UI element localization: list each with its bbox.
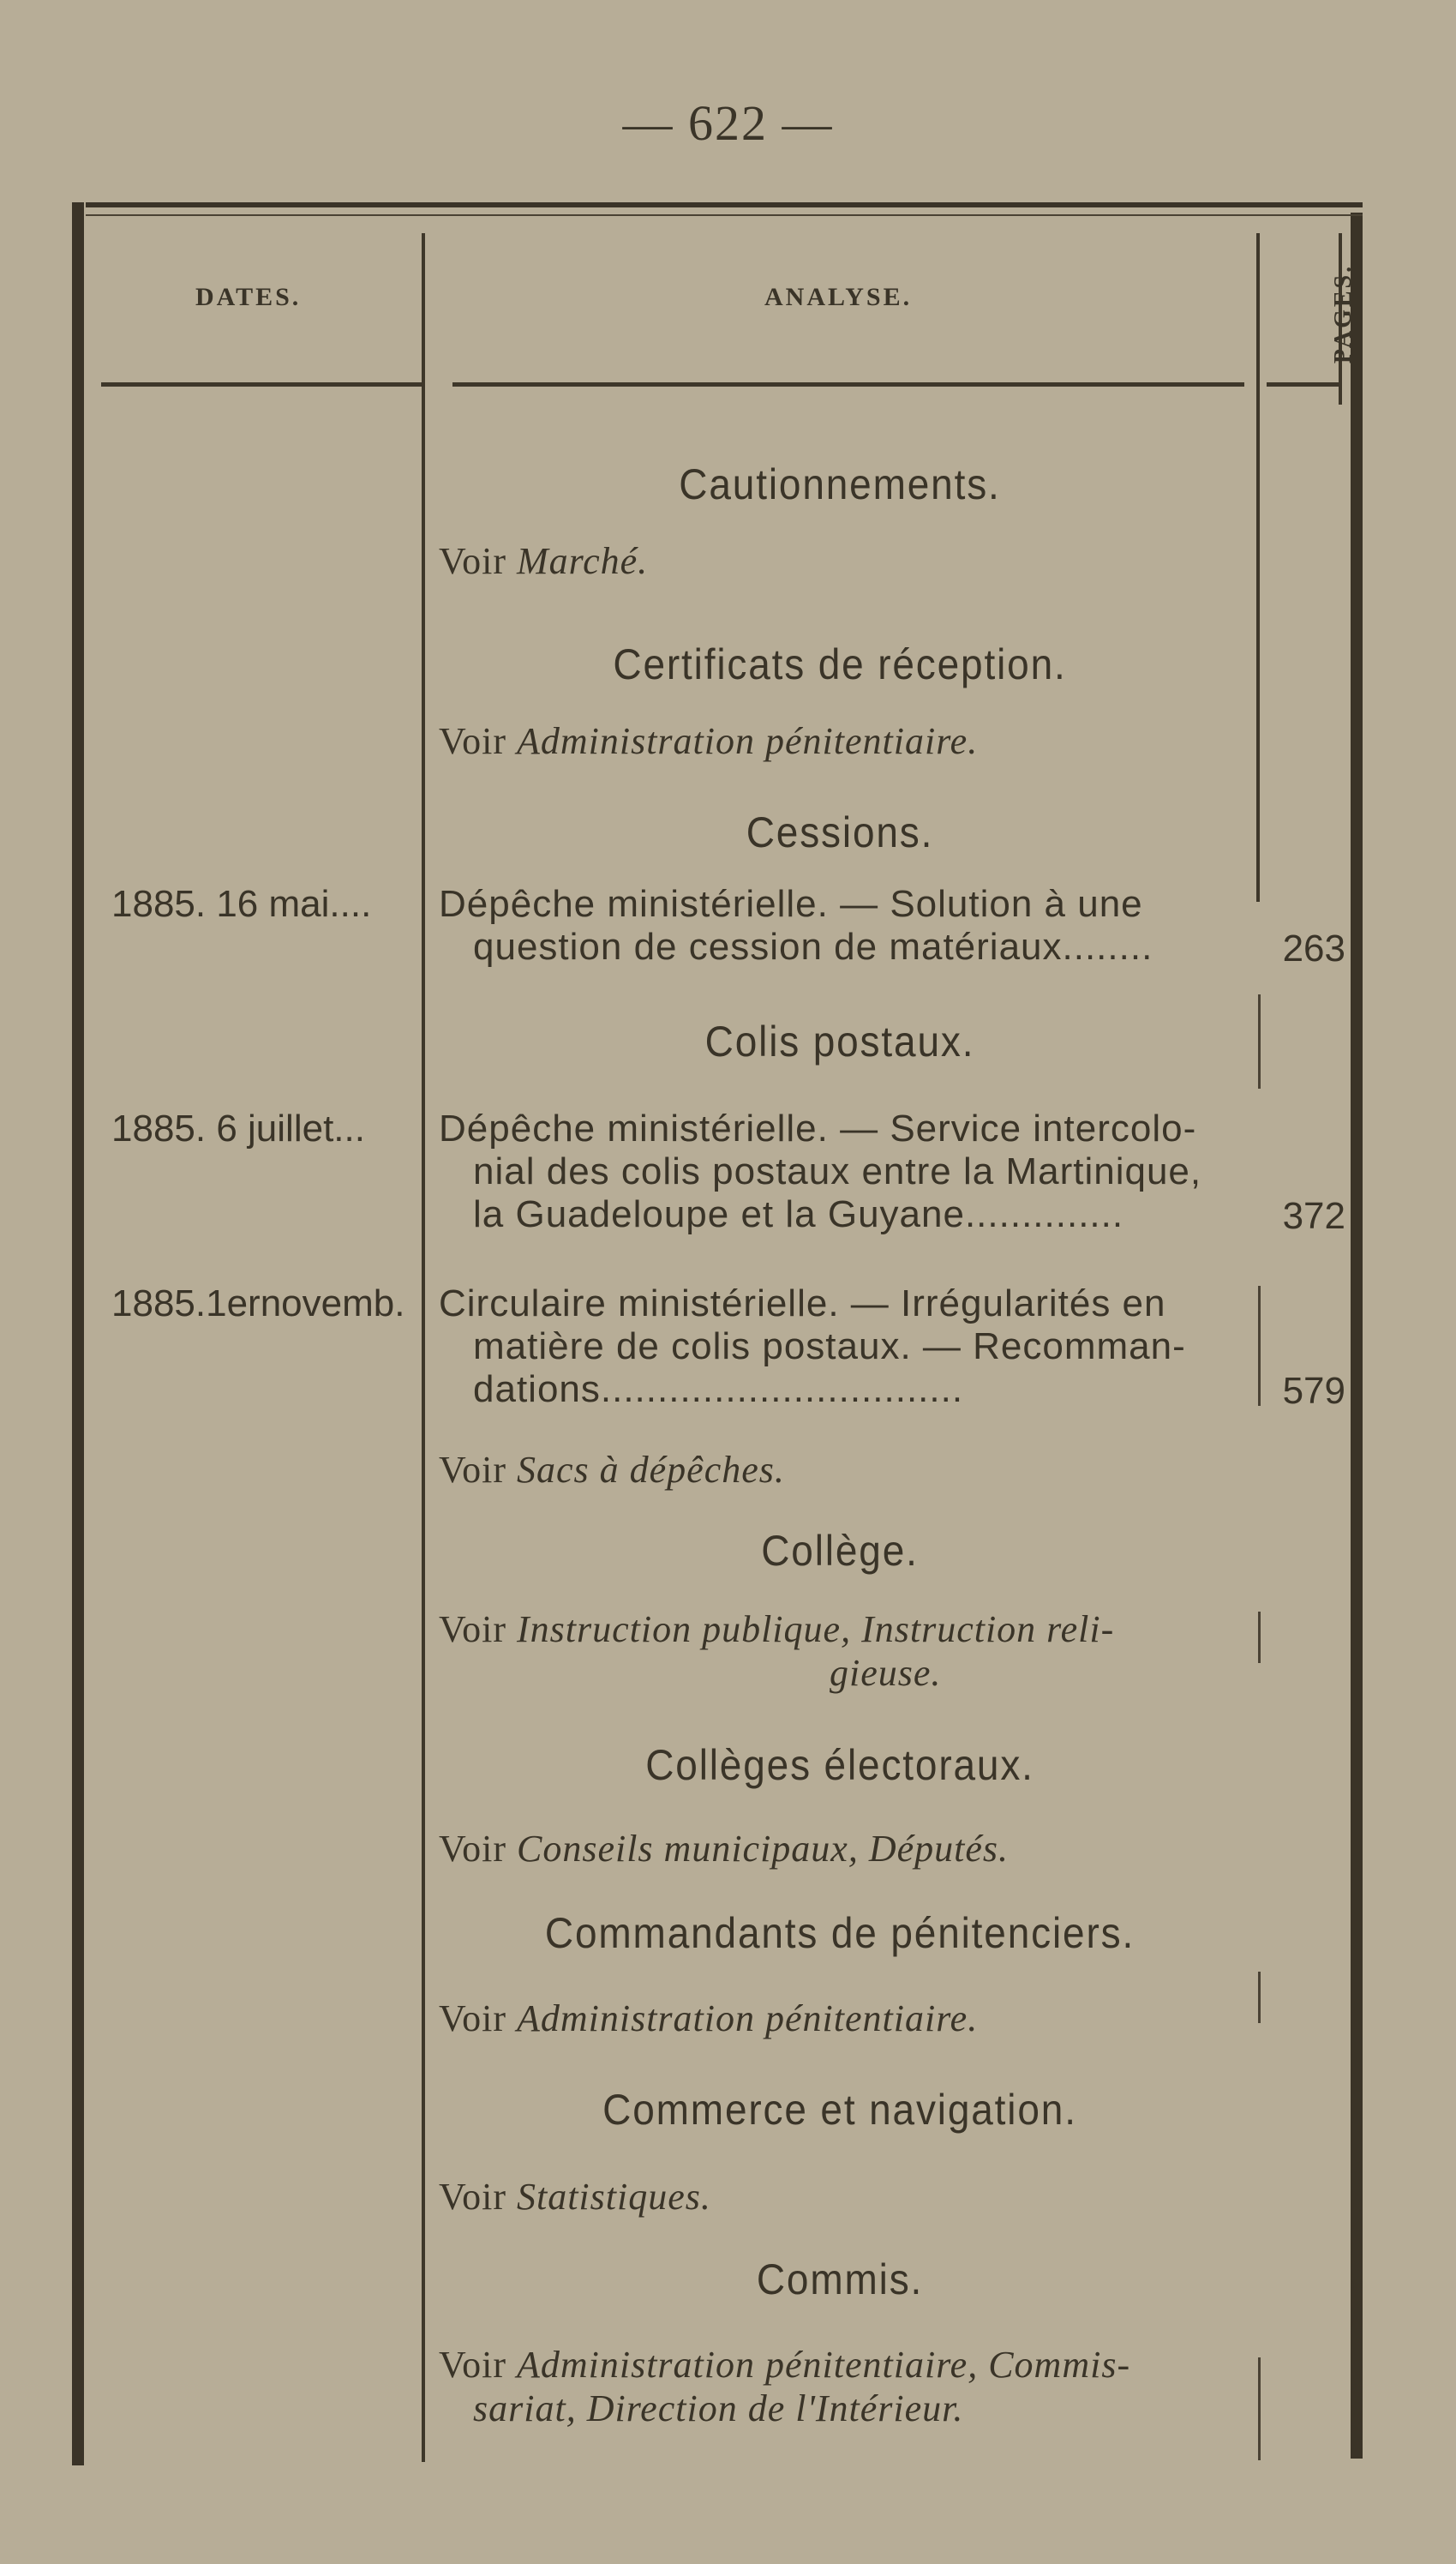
column-rule-dates xyxy=(422,233,425,2462)
header-analyse: ANALYSE. xyxy=(764,283,913,311)
entry-text xyxy=(439,1108,1253,1236)
table-frame-top xyxy=(86,202,1363,207)
page-number: — 622 — xyxy=(622,95,834,151)
column-rule-analyse-lower5 xyxy=(1258,2357,1261,2460)
column-rule-analyse-lower3 xyxy=(1258,1612,1261,1663)
see-target: Sacs à dépêches. xyxy=(516,1449,785,1491)
section-heading: Cautionnements. xyxy=(679,460,1001,508)
see-target: Instruction publique, Instruction reli- xyxy=(516,1608,1115,1650)
see-target: Conseils municipaux, Députés. xyxy=(516,1828,1010,1870)
entry-line: matière de colis postaux. — Recomman- xyxy=(473,1325,1186,1367)
header-pages: PAGES. xyxy=(1330,263,1357,364)
entry-line: la Guadeloupe et la Guyane.............. xyxy=(473,1193,1124,1235)
column-rule-analyse-lower xyxy=(1258,994,1261,1089)
see-prefix: Voir xyxy=(439,720,506,762)
table-frame-right xyxy=(1351,213,1363,2459)
see-prefix: Voir xyxy=(439,1449,506,1491)
section-heading: Certificats de réception. xyxy=(613,640,1067,688)
header-dates: DATES. xyxy=(195,283,302,311)
see-reference xyxy=(439,1608,1253,1651)
see-reference xyxy=(439,2176,1253,2219)
see-prefix: Voir xyxy=(439,2176,506,2218)
section-heading: Collèges électoraux. xyxy=(645,1741,1034,1789)
see-prefix: Voir xyxy=(439,540,506,582)
see-reference xyxy=(439,2344,1253,2387)
header-rule-analyse xyxy=(452,382,1244,387)
entry-line: Circulaire ministérielle. — Irrégularités en xyxy=(439,1282,1166,1324)
section-heading: Commandants de pénitenciers. xyxy=(544,1909,1135,1957)
see-prefix: Voir xyxy=(439,2344,506,2386)
entry-date: 1885. 6 juillet... xyxy=(111,1108,365,1150)
table-frame-top-inner xyxy=(86,214,1363,216)
see-reference xyxy=(439,1828,1253,1870)
entry-page: 263 xyxy=(1282,928,1345,970)
entry-date: 1885. 16 mai.... xyxy=(111,883,372,925)
see-target: Administration pénitentiaire. xyxy=(516,720,979,762)
section-heading: Collège. xyxy=(761,1527,919,1575)
see-prefix: Voir xyxy=(439,1828,506,1870)
see-target: Administration pénitentiaire, Commis- xyxy=(516,2344,1131,2386)
column-rule-analyse-lower2 xyxy=(1258,1286,1261,1406)
see-reference xyxy=(439,540,1253,583)
section-heading: Commerce et navigation. xyxy=(602,2086,1077,2134)
entry-page: 579 xyxy=(1282,1370,1345,1412)
entry-page: 372 xyxy=(1282,1195,1345,1237)
see-continuation: gieuse. xyxy=(830,1652,942,1694)
see-target: Administration pénitentiaire. xyxy=(516,1997,979,2039)
table-frame-left xyxy=(72,202,84,2465)
header-rule-pages xyxy=(1267,382,1339,387)
see-reference xyxy=(439,720,1253,763)
entry-line: question de cession de matériaux........ xyxy=(473,926,1153,968)
see-reference xyxy=(439,1997,1253,2040)
section-heading: Commis. xyxy=(756,2255,924,2303)
section-heading: Colis postaux. xyxy=(704,1018,975,1066)
see-target: Statistiques. xyxy=(516,2176,711,2218)
entry-line: nial des colis postaux entre la Martinique, xyxy=(473,1150,1202,1192)
see-continuation: sariat, Direction de l'Intérieur. xyxy=(473,2387,964,2429)
header-rule-dates xyxy=(101,382,422,387)
column-rule-analyse xyxy=(1256,233,1260,902)
entry-text xyxy=(439,1282,1253,1411)
see-target: Marché. xyxy=(516,540,649,582)
see-reference xyxy=(439,1449,1253,1492)
see-prefix: Voir xyxy=(439,1997,506,2039)
section-heading: Cessions. xyxy=(746,808,934,856)
entry-line: dations................................ xyxy=(473,1368,964,1410)
entry-line: Dépêche ministérielle. — Service intercolo- xyxy=(439,1108,1197,1150)
see-prefix: Voir xyxy=(439,1608,506,1650)
entry-date: 1885.1ernovemb. xyxy=(111,1282,405,1324)
entry-line: Dépêche ministérielle. — Solution à une xyxy=(439,883,1143,925)
entry-text xyxy=(439,883,1253,969)
column-rule-analyse-lower4 xyxy=(1258,1972,1261,2023)
